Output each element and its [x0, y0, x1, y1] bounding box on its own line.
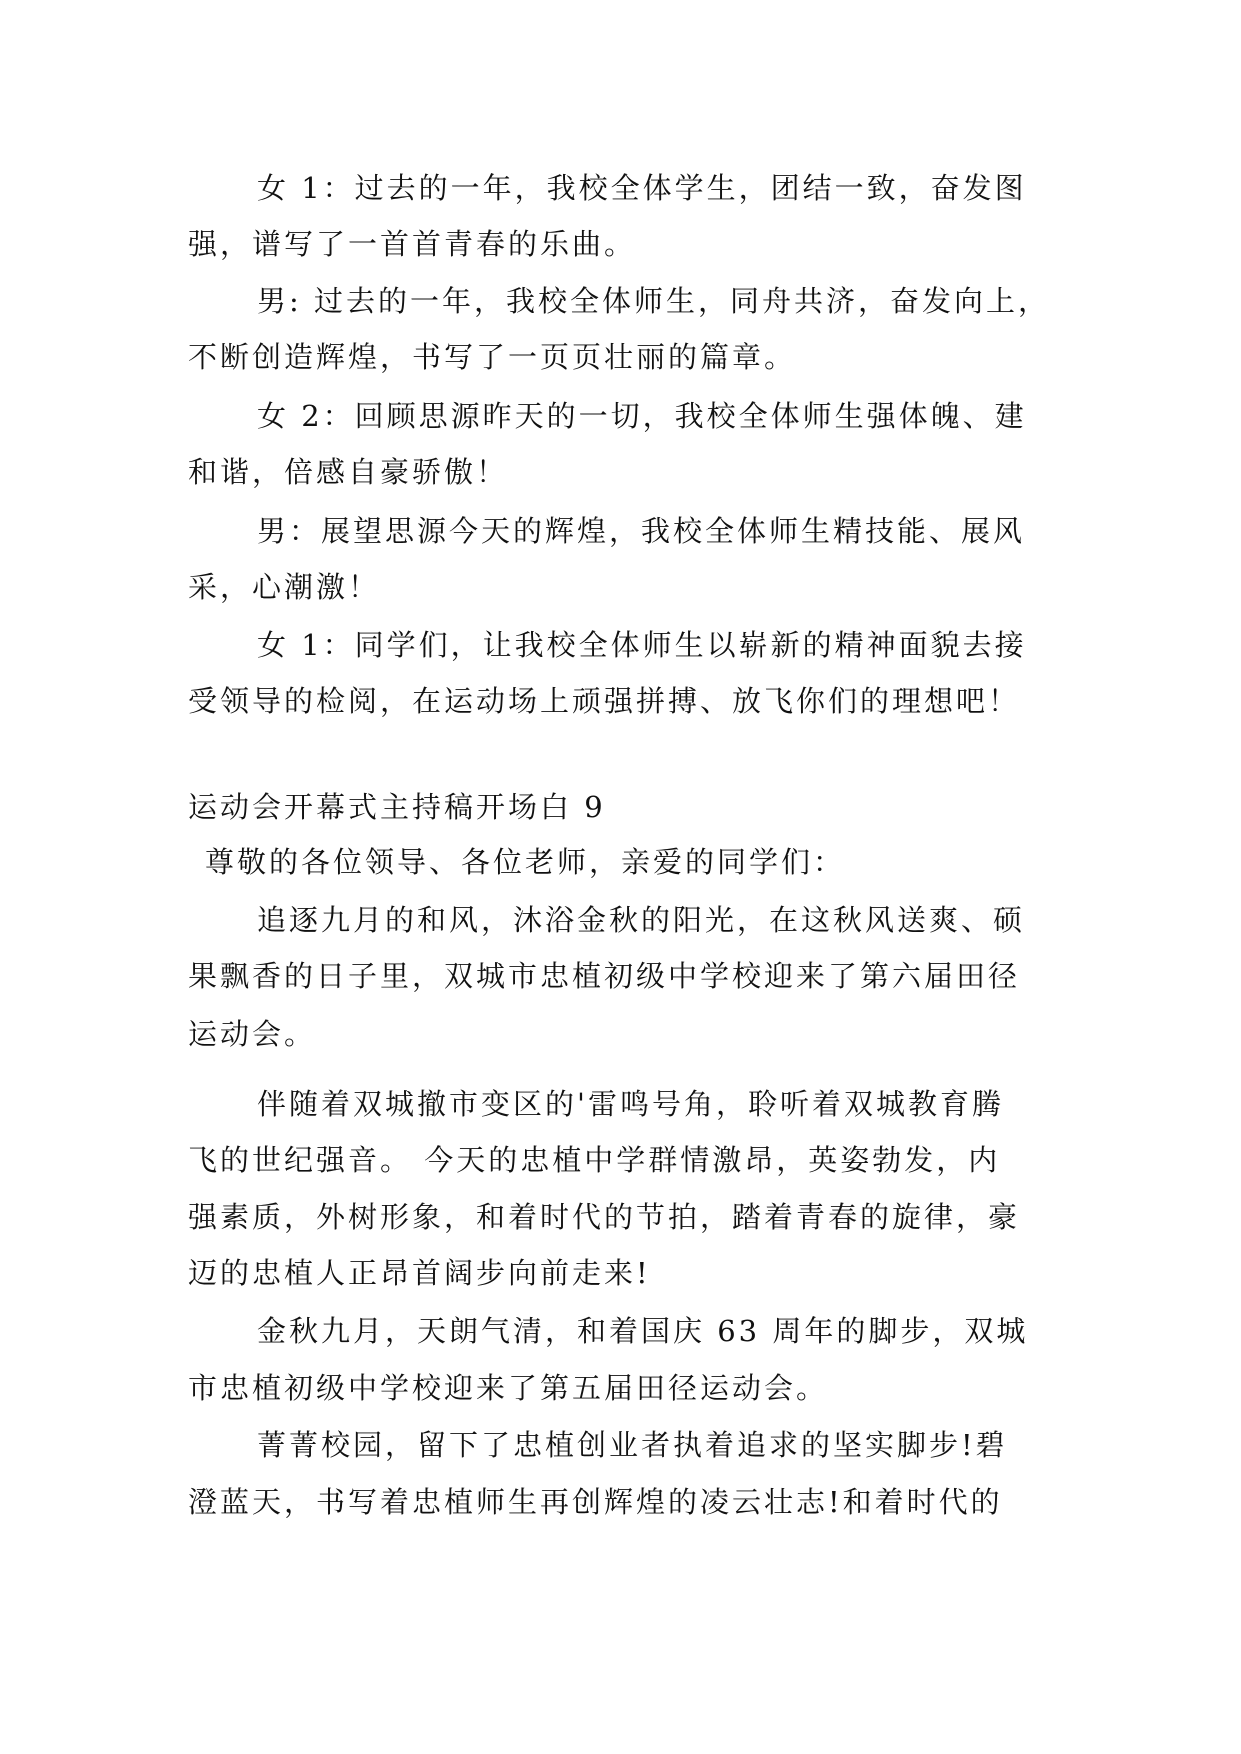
text-line: 强素质，外树形象，和着时代的节拍，踏着青春的旋律，豪 — [188, 1200, 1021, 1234]
text-line: 迈的忠植人正昂首阔步向前走来! — [188, 1256, 651, 1290]
text-line: 女 2：回顾思源昨天的一切，我校全体师生强体魄、建 — [257, 399, 1027, 433]
text-line: 强，谱写了一首首青春的乐曲。 — [188, 227, 637, 261]
text-line: 市忠植初级中学校迎来了第五届田径运动会。 — [188, 1371, 829, 1405]
text-line: 金秋九月，天朗气清，和着国庆 63 周年的脚步，双城 — [257, 1314, 1029, 1348]
salutation: 尊敬的各位领导、各位老师，亲爱的同学们： — [205, 845, 846, 879]
text-line: 伴随着双城撤市变区的'雷鸣号角，聆听着双城教育腾 — [257, 1087, 1004, 1121]
text-line: 运动会。 — [188, 1017, 317, 1051]
text-line: 追逐九月的和风，沐浴金秋的阳光，在这秋风送爽、硕 — [257, 903, 1026, 937]
text-line: 受领导的检阅，在运动场上顽强拼搏、放飞你们的理想吧！ — [188, 684, 1021, 718]
text-line: 和谐，倍感自豪骄傲！ — [188, 455, 509, 489]
text-line: 飞的世纪强音。 今天的忠植中学群情激昂，英姿勃发，内 — [188, 1143, 1001, 1177]
text-line: 女 1：过去的一年，我校全体学生，团结一致，奋发图 — [257, 171, 1027, 205]
text-line: 不断创造辉煌，书写了一页页壮丽的篇章。 — [188, 340, 797, 374]
section-heading: 运动会开幕式主持稿开场白 9 — [188, 790, 606, 824]
text-line: 男：展望思源今天的辉煌，我校全体师生精技能、展风 — [257, 514, 1026, 548]
text-line: 菁菁校园，留下了忠植创业者执着追求的坚实脚步!碧 — [257, 1428, 1008, 1462]
text-line: 澄蓝天，书写着忠植师生再创辉煌的凌云壮志!和着时代的 — [188, 1485, 1003, 1519]
text-line: 女 1：同学们，让我校全体师生以崭新的精神面貌去接 — [257, 628, 1027, 662]
text-line: 采，心潮激！ — [188, 570, 381, 604]
text-line: 果飘香的日子里，双城市忠植初级中学校迎来了第六届田径 — [188, 959, 1021, 993]
text-line: 男: 过去的一年，我校全体师生，同舟共济，奋发向上， — [257, 284, 1050, 318]
